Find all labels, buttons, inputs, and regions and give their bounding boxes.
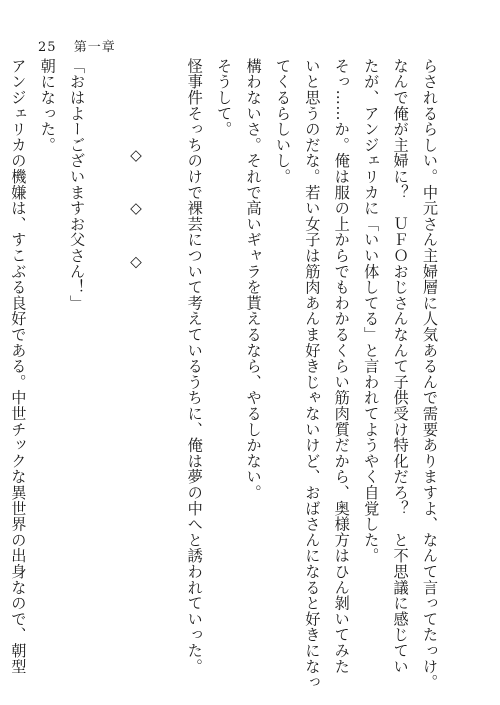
text-line: 「おはよーございますお父さん！」 [68,58,87,311]
text-line: てくるらしいし。 [273,58,292,185]
text-line: 朝になった。 [38,58,57,153]
page-number: 25 [38,40,57,55]
vertical-text-body [0,58,444,690]
text-line: そうして。 [215,58,234,137]
chapter-title: 第一章 [73,40,116,55]
scene-break-diamonds: ◇ ◇ ◇ [126,146,145,281]
text-line: いと思うのだな。若い女子は筋肉あんま好きじゃないけど、おばさんになると好きになっ [303,58,322,690]
text-line: 構わないさ。それで高いギャラを貰えるなら、やるしかない。 [244,58,263,501]
text-line: 怪事件そっちのけで裸芸について考えているうちに、俺は夢の中へと誘われていった。 [185,58,204,675]
page-header [38,36,116,55]
text-line: アンジェリカの機嫌は、すこぶる良好である。中世チックな異世界の出身なので、朝型 [9,58,28,675]
text-line: なんで俺が主婦に？ ＵＦＯおじさんなんて子供受け特化だろ？ と不思議に感じてい [391,58,410,675]
text-line: たが、アンジェリカに「いい体してる」と言われてようやく自覚した。 [362,58,381,564]
text-line: そっ……か。俺は服の上からでもわかるくらい筋肉質だから、奥様方はひん剝いてみた [332,58,351,675]
text-line: らされるらしい。中元さん主婦層に人気あるんで需要ありますよ、なんて言ってたっけ。 [421,58,439,690]
